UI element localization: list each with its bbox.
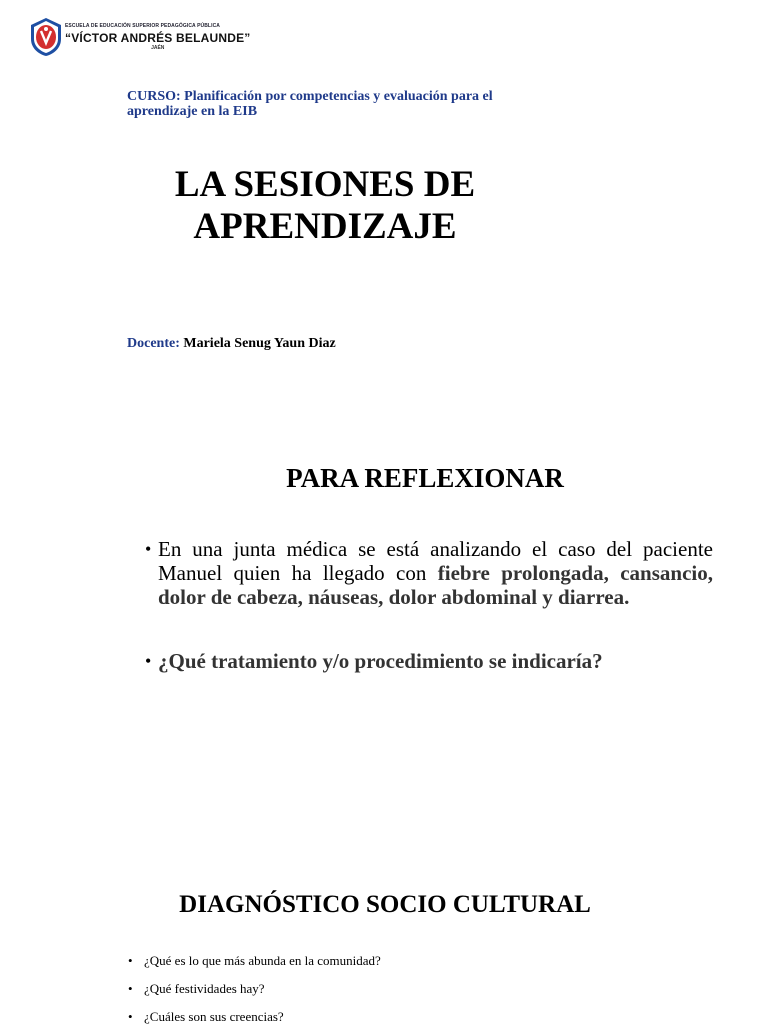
course-name-line1: Planificación por competencias y evaluación para el <box>184 89 493 104</box>
bullet-icon: • <box>128 953 133 968</box>
institution-seal-icon <box>29 17 63 57</box>
diagnosis-question: ¿Qué festividades hay? <box>144 981 265 996</box>
teacher-line <box>127 336 336 352</box>
list-item <box>145 537 713 609</box>
course-label: CURSO: <box>127 89 181 104</box>
institution-name: “VÍCTOR ANDRÉS BELAUNDE” <box>65 30 251 45</box>
bullet-icon: • <box>145 539 152 559</box>
bullet-icon: • <box>145 651 152 671</box>
institution-header <box>29 17 250 57</box>
list-item <box>128 953 381 969</box>
reflect-item2-text: ¿Qué tratamiento y/o procedimiento se indicaría? <box>158 649 603 673</box>
page-title <box>130 164 520 248</box>
list-item <box>128 1009 284 1025</box>
bullet-icon: • <box>128 1009 133 1024</box>
course-line <box>127 89 527 119</box>
page-title-line2: APRENDIZAJE <box>193 206 457 247</box>
bullet-icon: • <box>128 981 133 996</box>
list-item <box>145 649 713 673</box>
page-title-line1: LA SESIONES DE <box>174 164 476 205</box>
institution-city: JAÉN <box>151 44 165 51</box>
diagnosis-question: ¿Qué es lo que más abunda en la comunidad? <box>144 953 381 968</box>
reflect-item1-text: En una junta médica se está analizando el caso del paciente Manuel quien ha llegado con <box>158 537 713 585</box>
diagnosis-question: ¿Cuáles son sus creencias? <box>144 1009 284 1024</box>
teacher-name: Mariela Senug Yaun Diaz <box>183 336 336 351</box>
reflect-title: PARA REFLEXIONAR <box>286 463 564 493</box>
reflect-item1-symptoms: fiebre prolongada, cansancio, dolor de cabeza, náuseas, dolor abdominal y diarrea. <box>158 561 713 609</box>
diagnosis-title: DIAGNÓSTICO SOCIO CULTURAL <box>179 891 591 918</box>
institution-type: ESCUELA DE EDUCACIÓN SUPERIOR PEDAGÓGICA PÚBLICA <box>65 22 220 29</box>
teacher-label: Docente: <box>127 336 180 351</box>
list-item <box>128 981 265 997</box>
course-name-line2: aprendizaje en la EIB <box>127 104 258 119</box>
